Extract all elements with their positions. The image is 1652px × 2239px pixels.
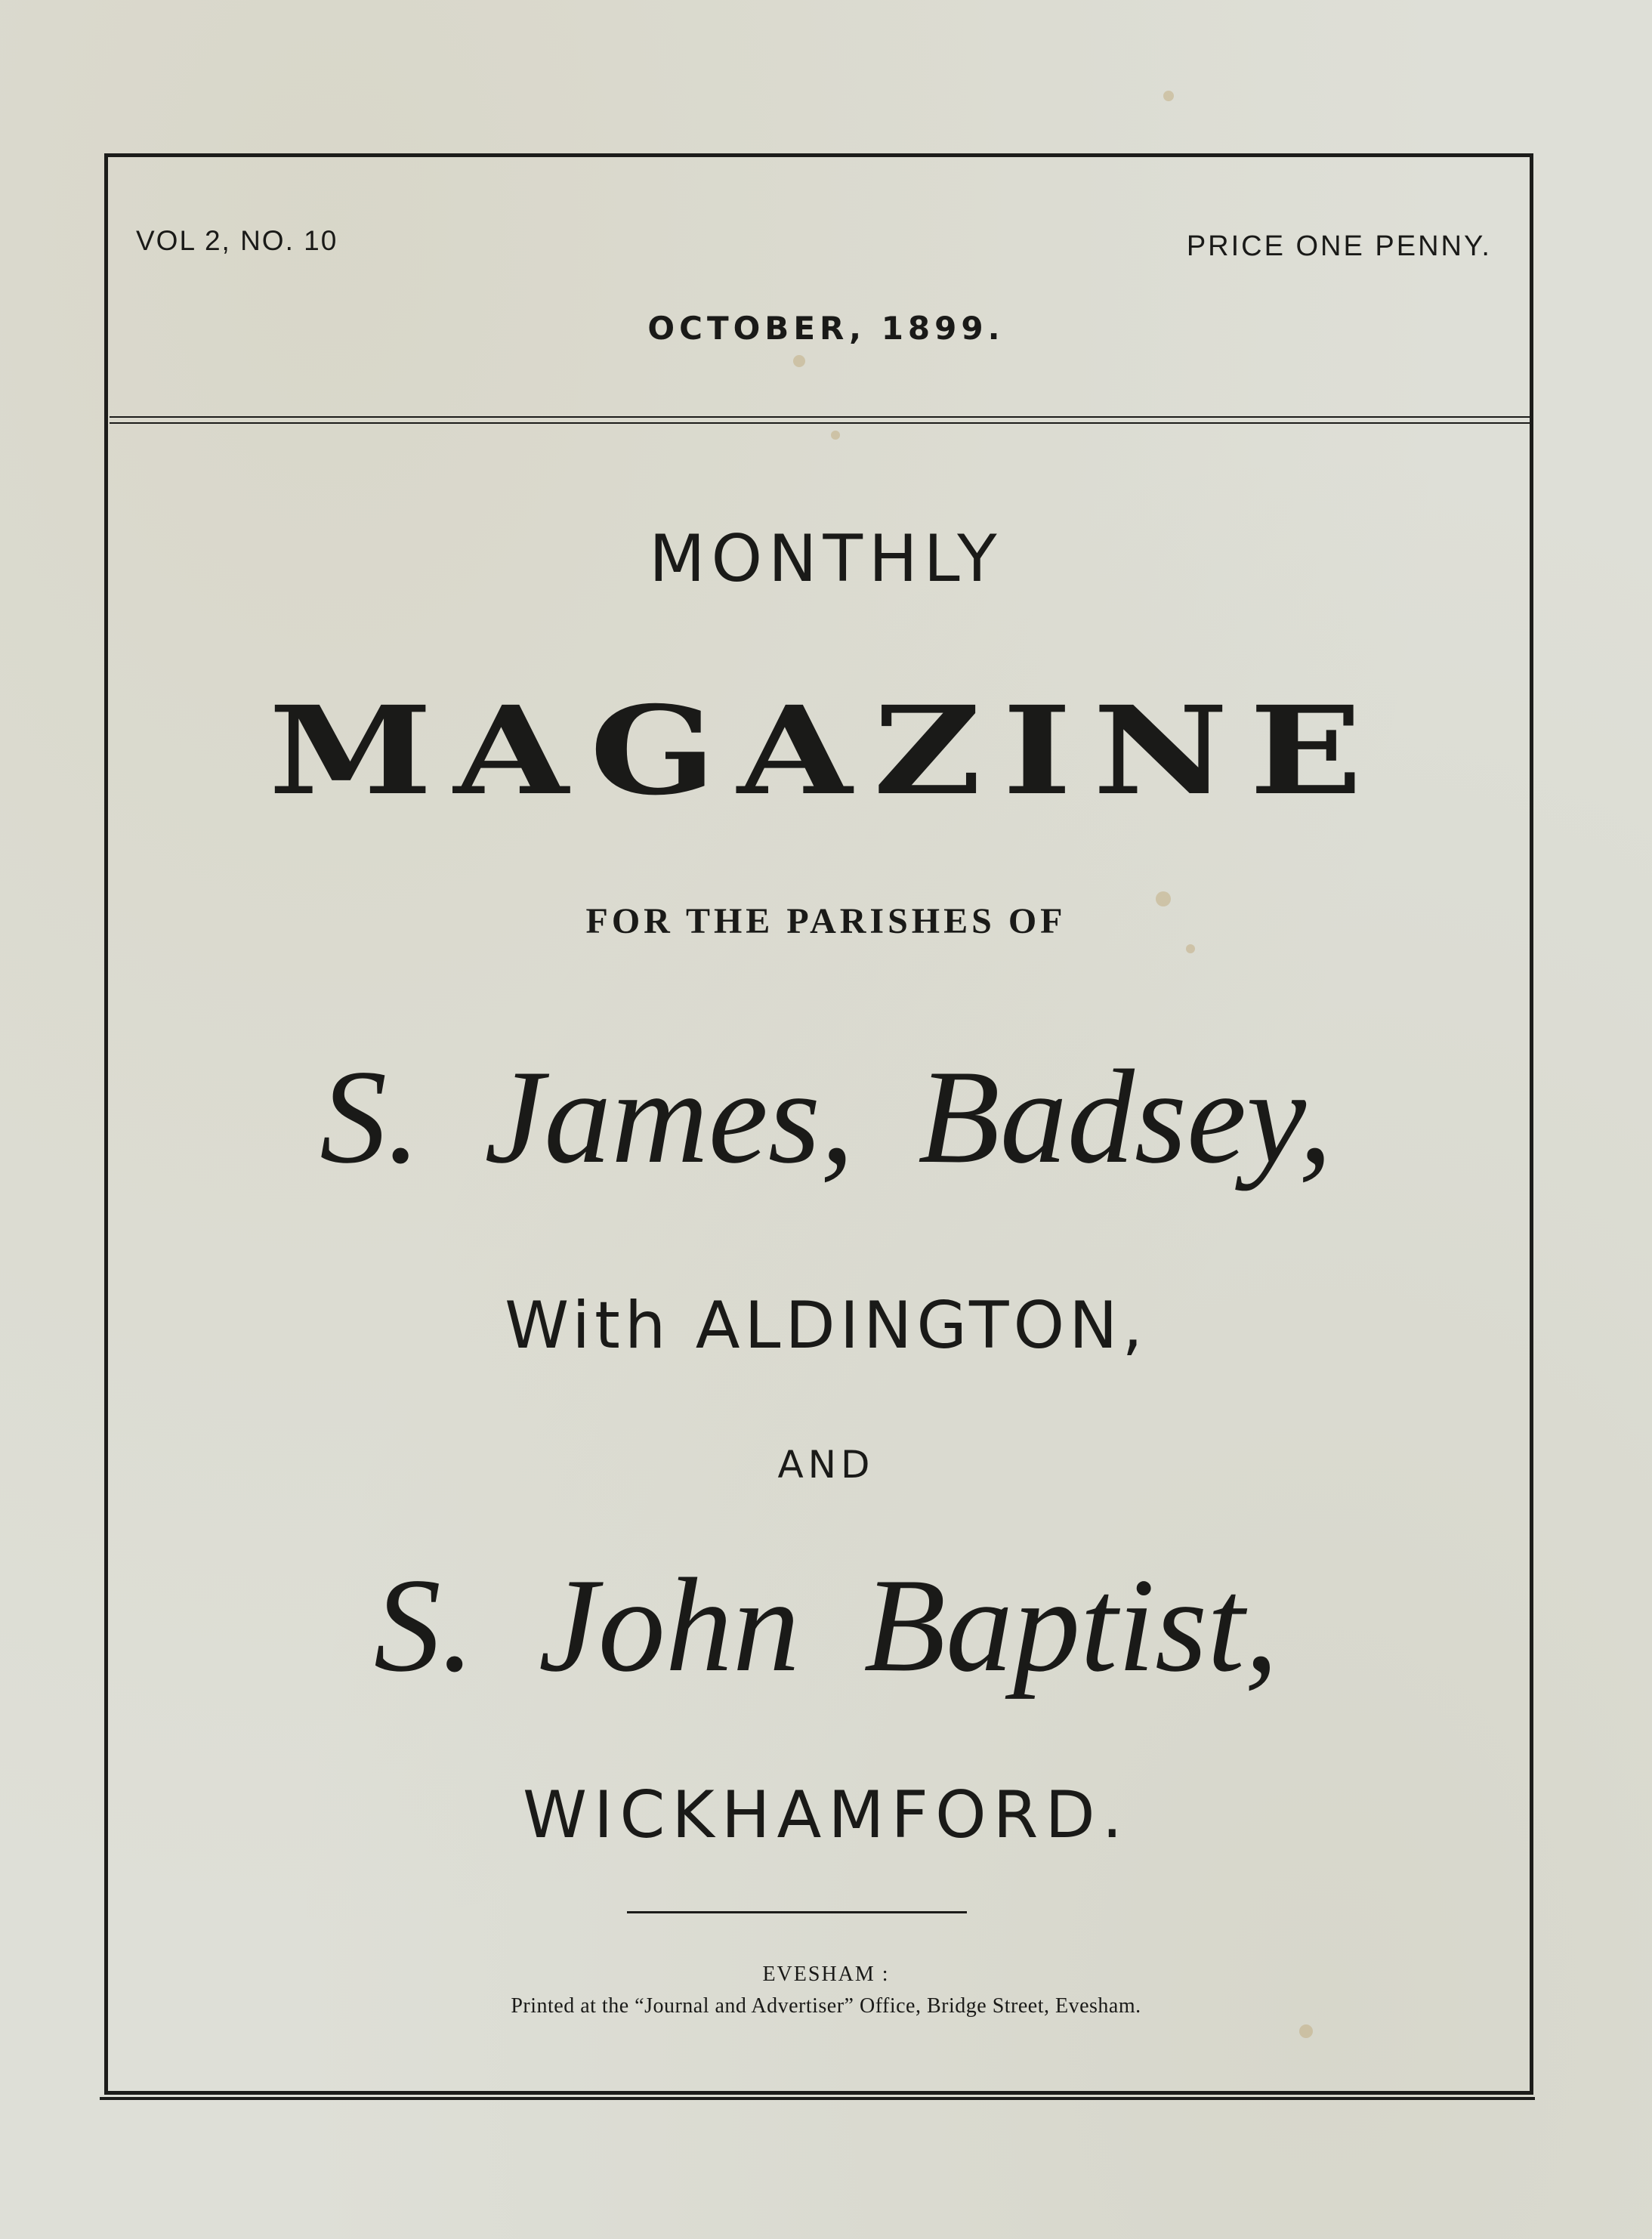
cover-border-bottom-line — [100, 2097, 1535, 2100]
parish-john-baptist: S. John Baptist, — [373, 1550, 1279, 1700]
issue-date: OCTOBER, 1899. — [647, 310, 1005, 347]
title-monthly: MONTHLY — [649, 521, 1003, 597]
imprint-divider — [627, 1911, 967, 1913]
title-subtitle: FOR THE PARISHES OF — [585, 901, 1067, 941]
title-magazine: MAGAZINE — [268, 680, 1384, 823]
conjunction-and: AND — [777, 1443, 875, 1487]
imprint-town: EVESHAM : — [762, 1963, 890, 1986]
parish-wickhamford: WICKHAMFORD. — [522, 1777, 1129, 1853]
parish-aldington: With ALDINGTON, — [505, 1288, 1147, 1363]
imprint-printer: Printed at the “Journal and Advertiser” Office, Bridge Street, Evesham. — [511, 1994, 1141, 2018]
volume-number: VOL 2, NO. 10 — [136, 225, 338, 256]
header-divider — [110, 416, 1530, 424]
paper-stain — [1163, 91, 1174, 101]
parish-badsey: S. James, Badsey, — [320, 1042, 1332, 1191]
issue-price: PRICE ONE PENNY. — [1186, 230, 1492, 262]
